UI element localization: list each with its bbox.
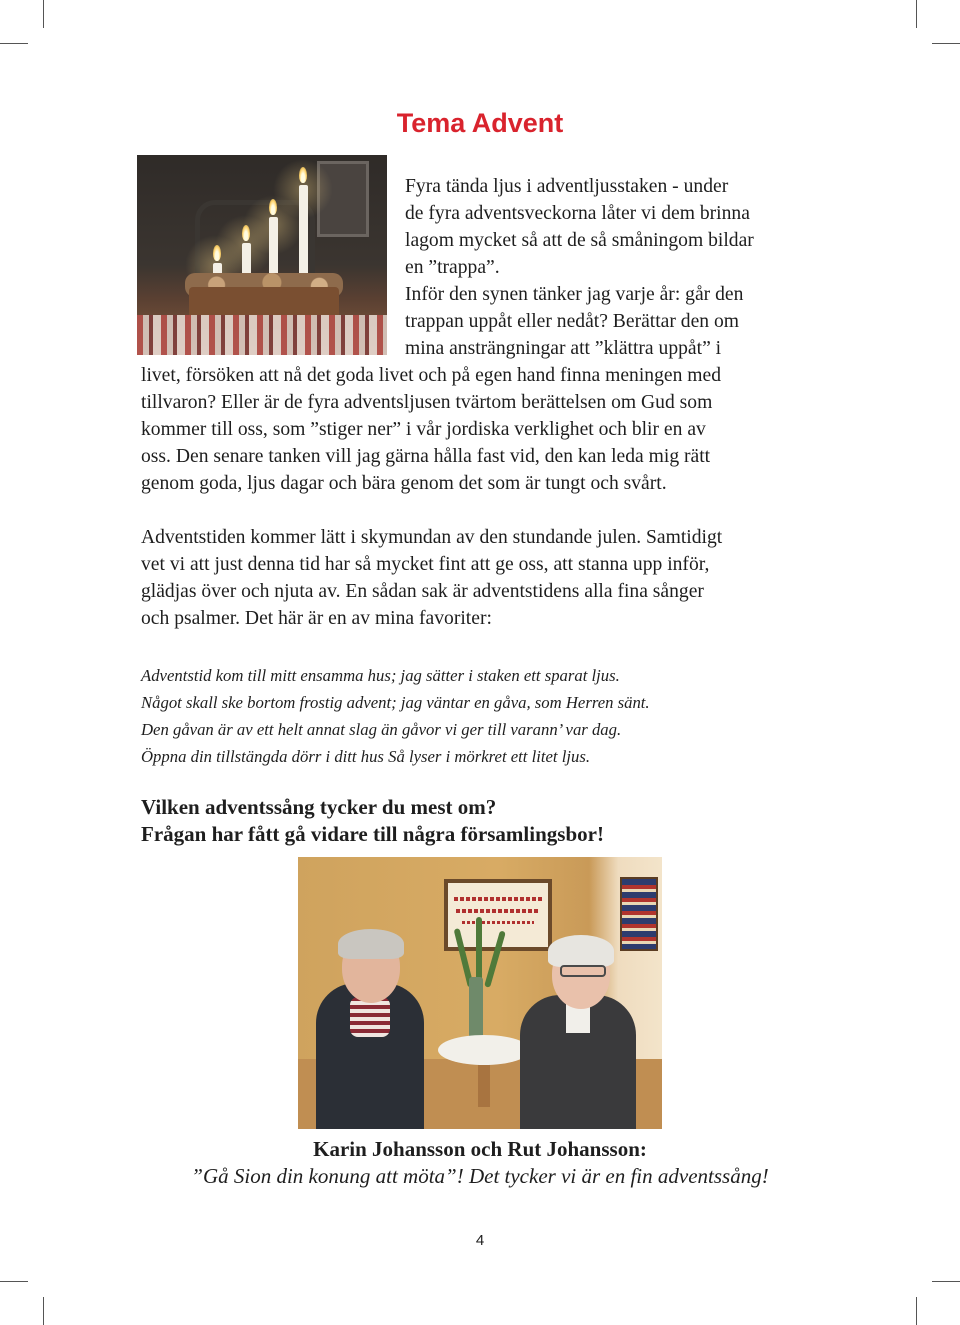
intro-line: Fyra tända ljus i adventljusstaken - under <box>405 176 729 197</box>
intro-line: genom goda, ljus dagar och bära genom det som är tungt och svårt. <box>141 473 667 494</box>
photo-caption <box>0 1136 960 1190</box>
hymn-verse <box>141 662 853 770</box>
question-heading <box>141 794 853 848</box>
woven-wall-hanging <box>620 877 658 951</box>
vase <box>469 977 483 1041</box>
lace-table <box>438 1035 530 1065</box>
crop-mark-top-left-v <box>43 0 44 28</box>
question-line: Vilken adventssång tycker du mest om? <box>141 795 497 819</box>
second-paragraph <box>141 524 853 632</box>
page-number: 4 <box>475 1232 485 1249</box>
paragraph-line: Adventstiden kommer lätt i skymundan av den stundande julen. Samtidigt <box>141 527 723 548</box>
hymn-line: Den gåvan är av ett helt annat slag än gåvor vi ger till varann’ var dag. <box>141 720 622 739</box>
hymn-line: Öppna din tillstängda dörr i ditt hus Så lyser i mörkret ett litet ljus. <box>141 747 591 766</box>
parishioners-photo <box>298 857 662 1129</box>
question-line: Frågan har fått gå vidare till några församlingsbor! <box>141 822 604 846</box>
intro-line: oss. Den senare tanken vill jag gärna hålla fast vid, den kan leda mig rätt <box>141 446 711 467</box>
crop-mark-top-right-v <box>916 0 917 28</box>
hymn-line: Adventstid kom till mitt ensamma hus; jag sätter i staken ett sparat ljus. <box>141 666 620 685</box>
intro-paragraph <box>141 173 853 497</box>
caption-names: Karin Johansson och Rut Johansson: <box>313 1137 647 1161</box>
hymn-line: Något skall ske bortom frostig advent; jag väntar en gåva, som Herren sänt. <box>141 693 650 712</box>
paragraph-line: glädjas över och njuta av. En sådan sak är adventstidens alla fina sånger <box>141 581 704 602</box>
intro-line: en ”trappa”. <box>405 257 500 278</box>
crop-mark-top-left-h <box>0 43 28 44</box>
caption-quote: ”Gå Sion din konung att möta”! Det tycker vi är en fin adventssång! <box>191 1164 769 1188</box>
person-right-hair <box>548 935 614 967</box>
intro-line: kommer till oss, som ”stiger ner” i vår jordiska verklighet och blir en av <box>141 419 706 440</box>
intro-line: livet, försöken att nå det goda livet och på egen hand finna meningen med <box>141 365 722 386</box>
person-left-hair <box>338 929 404 959</box>
intro-line: Inför den synen tänker jag varje år: går den <box>405 284 744 305</box>
crop-mark-bottom-right-h <box>932 1281 960 1282</box>
intro-line: lagom mycket så att de så småningom bildar <box>405 230 754 251</box>
paragraph-line: vet vi att just denna tid har så mycket fint att ge oss, att stanna upp inför, <box>141 554 710 575</box>
intro-line: mina ansträngningar att ”klättra uppåt” i <box>405 338 722 359</box>
crop-mark-bottom-left-h <box>0 1281 28 1282</box>
glasses-icon <box>560 965 606 977</box>
intro-line: trappan uppåt eller nedåt? Berättar den om <box>405 311 740 332</box>
crop-mark-top-right-h <box>932 43 960 44</box>
crop-mark-bottom-right-v <box>916 1297 917 1325</box>
intro-line: de fyra adventsveckorna låter vi dem brinna <box>405 203 750 224</box>
page-title: Tema Advent <box>396 108 564 138</box>
crop-mark-bottom-left-v <box>43 1297 44 1325</box>
paragraph-line: och psalmer. Det här är en av mina favoriter: <box>141 608 492 629</box>
person-left-scarf <box>350 997 390 1037</box>
intro-line: tillvaron? Eller är de fyra adventsljusen tvärtom berättelsen om Gud som <box>141 392 713 413</box>
